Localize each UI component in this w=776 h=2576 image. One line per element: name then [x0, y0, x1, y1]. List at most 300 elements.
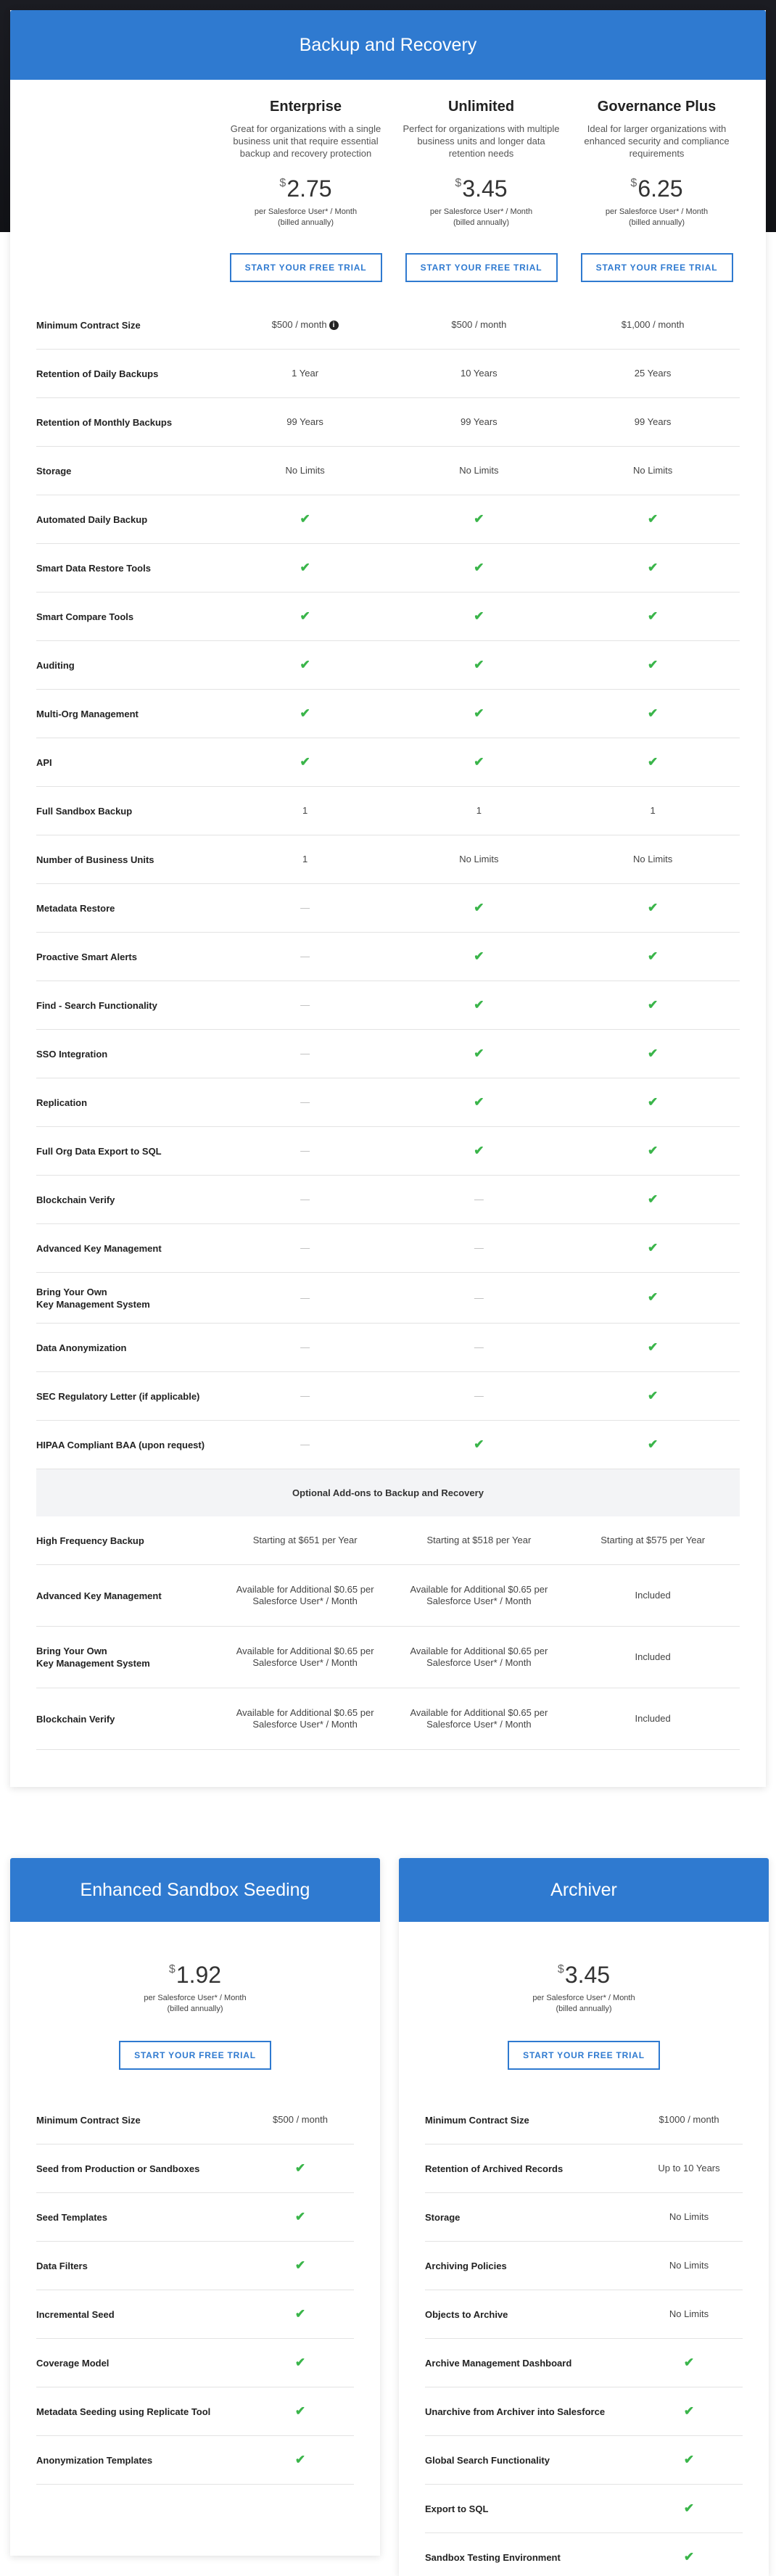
table-row — [36, 2096, 354, 2144]
feature-label — [36, 2454, 247, 2466]
feature-label-line: Proactive Smart Alerts — [36, 951, 137, 962]
feature-label-line: Minimum Contract Size — [36, 2114, 141, 2126]
table-cell — [392, 854, 566, 865]
feature-label-line: Unarchive from Archiver into Salesforce — [425, 2406, 606, 2417]
feature-label — [36, 1713, 218, 1725]
table-cell — [218, 659, 392, 672]
feature-label-line: Bring Your Own — [36, 1646, 107, 1656]
feature-label-line: Metadata Restore — [36, 902, 115, 914]
table-cell — [566, 1094, 740, 1109]
table-cell — [218, 1707, 392, 1730]
check-icon: ✔ — [647, 1437, 659, 1451]
feature-label-line: Retention of Daily Backups — [36, 368, 159, 379]
feature-label — [36, 1342, 218, 1354]
check-icon: ✔ — [474, 608, 484, 623]
feature-label-line: API — [36, 756, 52, 768]
check-icon: ✔ — [647, 1339, 659, 1354]
plan-column-enterprise — [218, 80, 393, 301]
table-row — [36, 2193, 354, 2242]
feature-label-line: Full Sandbox Backup — [36, 805, 133, 817]
feature-label — [36, 2114, 247, 2126]
cell-value: 99 Years — [286, 416, 323, 427]
check-icon: ✔ — [647, 608, 659, 623]
feature-label-line: Blockchain Verify — [36, 1713, 115, 1725]
table-cell — [392, 1242, 566, 1254]
feature-label — [36, 951, 218, 963]
cell-value: Starting at $651 per Year — [252, 1535, 358, 1545]
feature-label-line: Data Anonymization — [36, 1342, 127, 1353]
feature-label-line: SSO Integration — [36, 1048, 108, 1060]
table-cell — [392, 1390, 566, 1402]
currency-symbol: $ — [279, 177, 286, 189]
feature-label-line: Minimum Contract Size — [36, 319, 141, 331]
table-row — [36, 495, 740, 544]
table-cell — [218, 951, 392, 962]
table-row — [425, 2193, 743, 2242]
feature-label-line: Bring Your Own — [36, 1286, 107, 1297]
cell-value: Included — [635, 1590, 671, 1601]
check-icon: ✔ — [300, 754, 310, 769]
dash-icon: — — [300, 1194, 310, 1205]
dash-icon: — — [474, 1292, 484, 1303]
table-cell — [247, 2211, 354, 2224]
price-value: 1.92 — [176, 1962, 222, 1988]
table-cell — [566, 854, 740, 865]
table-cell — [566, 708, 740, 720]
table-cell — [218, 1390, 392, 1402]
table-cell — [392, 659, 566, 672]
table-row — [425, 2436, 743, 2485]
check-icon: ✔ — [300, 560, 310, 574]
table-cell — [392, 368, 566, 379]
table-cell — [392, 1535, 566, 1546]
dash-icon: — — [474, 1242, 484, 1253]
feature-label-line: Blockchain Verify — [36, 1194, 115, 1205]
check-icon: ✔ — [474, 511, 484, 526]
start-free-trial-button[interactable]: START YOUR FREE TRIAL — [230, 253, 382, 282]
cell-value: Available for Additional $0.65 per Salesforce User* / Month — [410, 1707, 548, 1730]
table-row — [425, 2485, 743, 2533]
cell-value: No Limits — [459, 465, 499, 476]
check-icon: ✔ — [647, 511, 659, 526]
table-cell — [566, 1651, 740, 1663]
feature-label — [36, 1145, 218, 1157]
table-cell — [566, 513, 740, 526]
table-cell — [218, 608, 392, 623]
check-icon: ✔ — [294, 2258, 306, 2272]
info-icon[interactable]: i — [329, 321, 339, 330]
feature-label — [425, 2406, 635, 2418]
feature-label-line: Global Search Functionality — [425, 2454, 550, 2466]
check-icon: ✔ — [474, 1437, 484, 1451]
table-cell — [218, 999, 392, 1011]
feature-label — [425, 2211, 635, 2224]
table-cell — [218, 513, 392, 526]
dash-icon: — — [300, 951, 310, 962]
plan-description: Great for organizations with a single business unit that require essential backup and recovery protection — [230, 123, 381, 159]
table-row — [36, 1421, 740, 1469]
plan-name: Governance Plus — [597, 99, 717, 115]
table-row — [36, 641, 740, 690]
table-cell — [566, 465, 740, 476]
price-unit: per Salesforce User* / Month — [254, 207, 358, 216]
plan-name: Enterprise — [270, 99, 342, 115]
table-row — [425, 2242, 743, 2290]
cell-value: 99 Years — [634, 416, 672, 427]
feature-label-line: Anonymization Templates — [36, 2454, 153, 2466]
table-cell — [392, 562, 566, 574]
table-cell — [392, 1292, 566, 1304]
price-unit: per Salesforce User* / Month — [532, 1994, 635, 2002]
feature-label-line: Find - Search Functionality — [36, 999, 157, 1011]
check-icon: ✔ — [683, 2355, 695, 2369]
table-row — [36, 2242, 354, 2290]
check-icon: ✔ — [647, 1192, 659, 1206]
plan-price — [569, 176, 744, 202]
table-row — [425, 2387, 743, 2436]
check-icon: ✔ — [474, 706, 484, 720]
cell-value: No Limits — [285, 465, 325, 476]
table-cell — [218, 1048, 392, 1060]
table-cell — [635, 2551, 743, 2564]
sandbox-seeding-trial-button[interactable]: START YOUR FREE TRIAL — [119, 2041, 271, 2070]
feature-label-line: Key Management System — [36, 1298, 150, 1310]
table-cell — [247, 2308, 354, 2321]
price-value: 3.45 — [564, 1962, 611, 1988]
table-cell — [218, 368, 392, 379]
price-note — [218, 207, 393, 228]
price-note — [399, 1993, 769, 2015]
cell-value: No Limits — [633, 854, 673, 864]
cell-value: Starting at $575 per Year — [600, 1535, 706, 1545]
cell-value: $500 / month — [271, 319, 327, 330]
feature-label — [36, 2308, 247, 2321]
check-icon: ✔ — [683, 2501, 695, 2515]
feature-label-line: Multi-Org Management — [36, 708, 139, 719]
table-row — [36, 1688, 740, 1750]
check-icon: ✔ — [474, 900, 484, 915]
table-cell — [218, 562, 392, 574]
plan-description: Ideal for larger organizations with enhanced security and compliance requirements — [584, 123, 730, 159]
table-cell — [566, 1242, 740, 1255]
table-row — [36, 1516, 740, 1565]
cell-value: 1 — [302, 805, 308, 816]
check-icon: ✔ — [647, 560, 659, 574]
cell-value: No Limits — [669, 2211, 709, 2222]
feature-label — [36, 2357, 247, 2369]
table-cell — [392, 1048, 566, 1060]
table-cell — [247, 2160, 354, 2175]
table-row — [36, 1372, 740, 1421]
table-row — [36, 835, 740, 884]
feature-label-line: Advanced Key Management — [36, 1590, 162, 1601]
table-cell — [392, 1094, 566, 1109]
cell-value: No Limits — [459, 854, 499, 864]
check-icon: ✔ — [474, 1046, 484, 1060]
dash-icon: — — [300, 1439, 310, 1450]
feature-label — [425, 2260, 635, 2272]
archiver-features — [425, 2096, 743, 2576]
table-cell — [392, 1646, 566, 1669]
table-cell — [566, 999, 740, 1012]
cell-value: Included — [635, 1713, 671, 1724]
table-cell — [392, 1439, 566, 1451]
table-cell — [566, 1194, 740, 1206]
currency-symbol: $ — [630, 177, 637, 189]
table-row — [36, 2339, 354, 2387]
table-cell — [566, 416, 740, 428]
cell-value: 1 — [476, 805, 482, 816]
feature-label — [425, 2454, 635, 2466]
table-row — [36, 2144, 354, 2193]
table-cell — [392, 465, 566, 476]
cell-value: Up to 10 Years — [658, 2163, 720, 2174]
table-row — [425, 2533, 743, 2576]
table-cell — [218, 1584, 392, 1607]
sandbox-seeding-features — [36, 2096, 354, 2485]
table-cell — [635, 2211, 743, 2223]
feature-label — [36, 659, 218, 672]
dash-icon: — — [300, 999, 310, 1010]
feature-label-line: Storage — [425, 2211, 461, 2223]
plan-column-unlimited — [394, 80, 569, 301]
table-cell — [635, 2260, 743, 2271]
cell-value: $500 / month — [451, 319, 507, 330]
table-row — [36, 738, 740, 787]
currency-symbol: $ — [455, 177, 462, 189]
table-cell — [392, 951, 566, 963]
check-icon: ✔ — [647, 997, 659, 1012]
feature-label-line: Storage — [36, 465, 72, 476]
check-icon: ✔ — [647, 1240, 659, 1255]
check-icon: ✔ — [474, 657, 484, 672]
archiver-card — [399, 1858, 769, 2576]
feature-label — [36, 708, 218, 720]
table-cell — [566, 1390, 740, 1403]
feature-label-line: Smart Data Restore Tools — [36, 562, 151, 574]
billing-period: (billed annually) — [453, 218, 510, 227]
table-cell — [218, 805, 392, 817]
check-icon: ✔ — [647, 754, 659, 769]
table-cell — [392, 1342, 566, 1353]
table-row — [36, 1030, 740, 1078]
table-cell — [566, 368, 740, 379]
table-cell — [392, 416, 566, 428]
table-cell — [218, 1194, 392, 1205]
dash-icon: — — [300, 1292, 310, 1303]
table-cell — [247, 2114, 354, 2126]
feature-label — [36, 2211, 247, 2224]
table-cell — [392, 1584, 566, 1607]
feature-label — [425, 2163, 635, 2175]
table-row — [36, 2290, 354, 2339]
feature-label — [36, 1590, 218, 1602]
check-icon: ✔ — [683, 2452, 695, 2466]
table-row — [36, 2436, 354, 2485]
check-icon: ✔ — [647, 1290, 659, 1304]
table-cell — [392, 513, 566, 526]
check-icon: ✔ — [647, 1094, 659, 1109]
check-icon: ✔ — [294, 2403, 306, 2418]
price-value: 6.25 — [637, 176, 683, 202]
start-free-trial-button[interactable]: START YOUR FREE TRIAL — [405, 253, 558, 282]
dash-icon: — — [300, 1145, 310, 1156]
check-icon: ✔ — [683, 2549, 695, 2564]
table-row — [36, 1273, 740, 1324]
table-cell — [566, 1145, 740, 1157]
feature-label — [36, 611, 218, 623]
feature-label-line: Export to SQL — [425, 2503, 489, 2514]
sandbox-seeding-card — [10, 1858, 380, 2556]
feature-label — [425, 2551, 635, 2564]
feature-label — [425, 2308, 635, 2321]
billing-period: (billed annually) — [167, 2005, 223, 2013]
check-icon: ✔ — [300, 608, 310, 623]
table-row — [36, 884, 740, 933]
table-cell — [218, 1242, 392, 1254]
check-icon: ✔ — [300, 706, 310, 720]
table-cell — [566, 319, 740, 331]
feature-label — [36, 513, 218, 526]
feature-label — [36, 1645, 218, 1669]
table-cell — [635, 2357, 743, 2369]
table-cell — [218, 1342, 392, 1353]
sandbox-seeding-price — [10, 1962, 380, 1989]
feature-label — [36, 416, 218, 429]
table-row — [36, 350, 740, 398]
feature-label-line: Metadata Seeding using Replicate Tool — [36, 2406, 211, 2417]
plan-name: Unlimited — [447, 99, 515, 115]
table-cell — [566, 659, 740, 672]
feature-table — [36, 301, 740, 1750]
check-icon: ✔ — [474, 560, 484, 574]
table-cell — [392, 1707, 566, 1730]
cell-value: 10 Years — [461, 368, 498, 379]
cell-value: Available for Additional $0.65 per Salesforce User* / Month — [236, 1707, 374, 1730]
check-icon: ✔ — [300, 511, 310, 526]
cell-value: $1000 / month — [659, 2114, 719, 2125]
feature-label-line: Number of Business Units — [36, 854, 154, 865]
table-cell — [392, 708, 566, 720]
start-free-trial-button[interactable]: START YOUR FREE TRIAL — [581, 253, 733, 282]
feature-label — [36, 1048, 218, 1060]
table-row — [425, 2339, 743, 2387]
sandbox-seeding-title: Enhanced Sandbox Seeding — [10, 1858, 380, 1922]
table-row — [36, 544, 740, 593]
feature-label — [425, 2114, 635, 2126]
dash-icon: — — [474, 1342, 484, 1353]
table-cell — [218, 854, 392, 865]
dash-icon: — — [474, 1194, 484, 1205]
dash-icon: — — [300, 1048, 310, 1059]
sandbox-seeding-pricing — [10, 1922, 380, 2096]
price-unit: per Salesforce User* / Month — [605, 207, 709, 216]
feature-label — [36, 368, 218, 380]
feature-label-line: Automated Daily Backup — [36, 513, 148, 525]
table-cell — [392, 319, 566, 331]
feature-label — [36, 1286, 218, 1310]
check-icon: ✔ — [300, 657, 310, 672]
feature-label — [36, 1194, 218, 1206]
table-cell — [218, 1535, 392, 1546]
table-row — [36, 1176, 740, 1224]
feature-label-line: Smart Compare Tools — [36, 611, 134, 622]
check-icon: ✔ — [474, 949, 484, 963]
feature-label — [36, 854, 218, 866]
feature-label-line: Minimum Contract Size — [425, 2114, 529, 2126]
feature-label — [36, 902, 218, 915]
check-icon: ✔ — [647, 900, 659, 915]
table-cell — [247, 2357, 354, 2369]
table-cell — [218, 902, 392, 914]
currency-symbol: $ — [168, 1963, 176, 1976]
cell-value: 1 Year — [292, 368, 319, 379]
archiver-title: Archiver — [399, 1858, 769, 1922]
feature-label — [36, 2406, 247, 2418]
table-cell — [392, 1145, 566, 1157]
cell-value: No Limits — [669, 2260, 709, 2271]
check-icon: ✔ — [647, 706, 659, 720]
feature-label — [36, 2260, 247, 2272]
feature-label-line: Seed Templates — [36, 2211, 108, 2223]
plan-price — [394, 176, 569, 202]
table-cell — [218, 1439, 392, 1450]
table-cell — [566, 1535, 740, 1546]
table-cell — [392, 999, 566, 1012]
table-cell — [392, 805, 566, 817]
check-icon: ✔ — [294, 2452, 306, 2466]
cell-value: No Limits — [669, 2308, 709, 2319]
table-cell — [247, 2403, 354, 2418]
plan-description: Perfect for organizations with multiple business units and longer data retention needs — [403, 123, 560, 159]
feature-label — [36, 465, 218, 477]
table-row — [36, 981, 740, 1030]
price-unit: per Salesforce User* / Month — [144, 1994, 247, 2002]
check-icon: ✔ — [294, 2306, 306, 2321]
feature-label — [36, 1439, 218, 1451]
table-row — [425, 2096, 743, 2144]
table-cell — [635, 2163, 743, 2174]
table-cell — [218, 319, 392, 331]
table-cell — [247, 2454, 354, 2466]
cell-value: 25 Years — [634, 368, 672, 379]
archiver-trial-button[interactable]: START YOUR FREE TRIAL — [508, 2041, 660, 2070]
table-cell — [392, 756, 566, 769]
feature-label-line: Retention of Monthly Backups — [36, 416, 173, 428]
cell-value: $1,000 / month — [621, 319, 685, 330]
table-row — [36, 1078, 740, 1127]
table-row — [425, 2144, 743, 2193]
table-cell — [566, 1590, 740, 1601]
feature-label — [36, 756, 218, 769]
feature-label — [36, 1390, 218, 1403]
table-cell — [566, 1439, 740, 1451]
feature-label-line: Sandbox Testing Environment — [425, 2551, 561, 2563]
check-icon: ✔ — [474, 1143, 484, 1157]
table-cell — [566, 1339, 740, 1354]
feature-label-line: High Frequency Backup — [36, 1535, 144, 1546]
cell-value: Available for Additional $0.65 per Salesforce User* / Month — [236, 1584, 374, 1606]
table-cell — [635, 2503, 743, 2515]
feature-label-line: Auditing — [36, 659, 75, 671]
feature-label-line: Archiving Policies — [425, 2260, 507, 2271]
feature-label-line: Full Org Data Export to SQL — [36, 1145, 162, 1157]
addons-section-header: Optional Add-ons to Backup and Recovery — [36, 1469, 740, 1516]
check-icon: ✔ — [647, 949, 659, 963]
table-cell — [218, 708, 392, 720]
cell-value: Available for Additional $0.65 per Salesforce User* / Month — [410, 1584, 548, 1606]
table-row — [425, 2290, 743, 2339]
